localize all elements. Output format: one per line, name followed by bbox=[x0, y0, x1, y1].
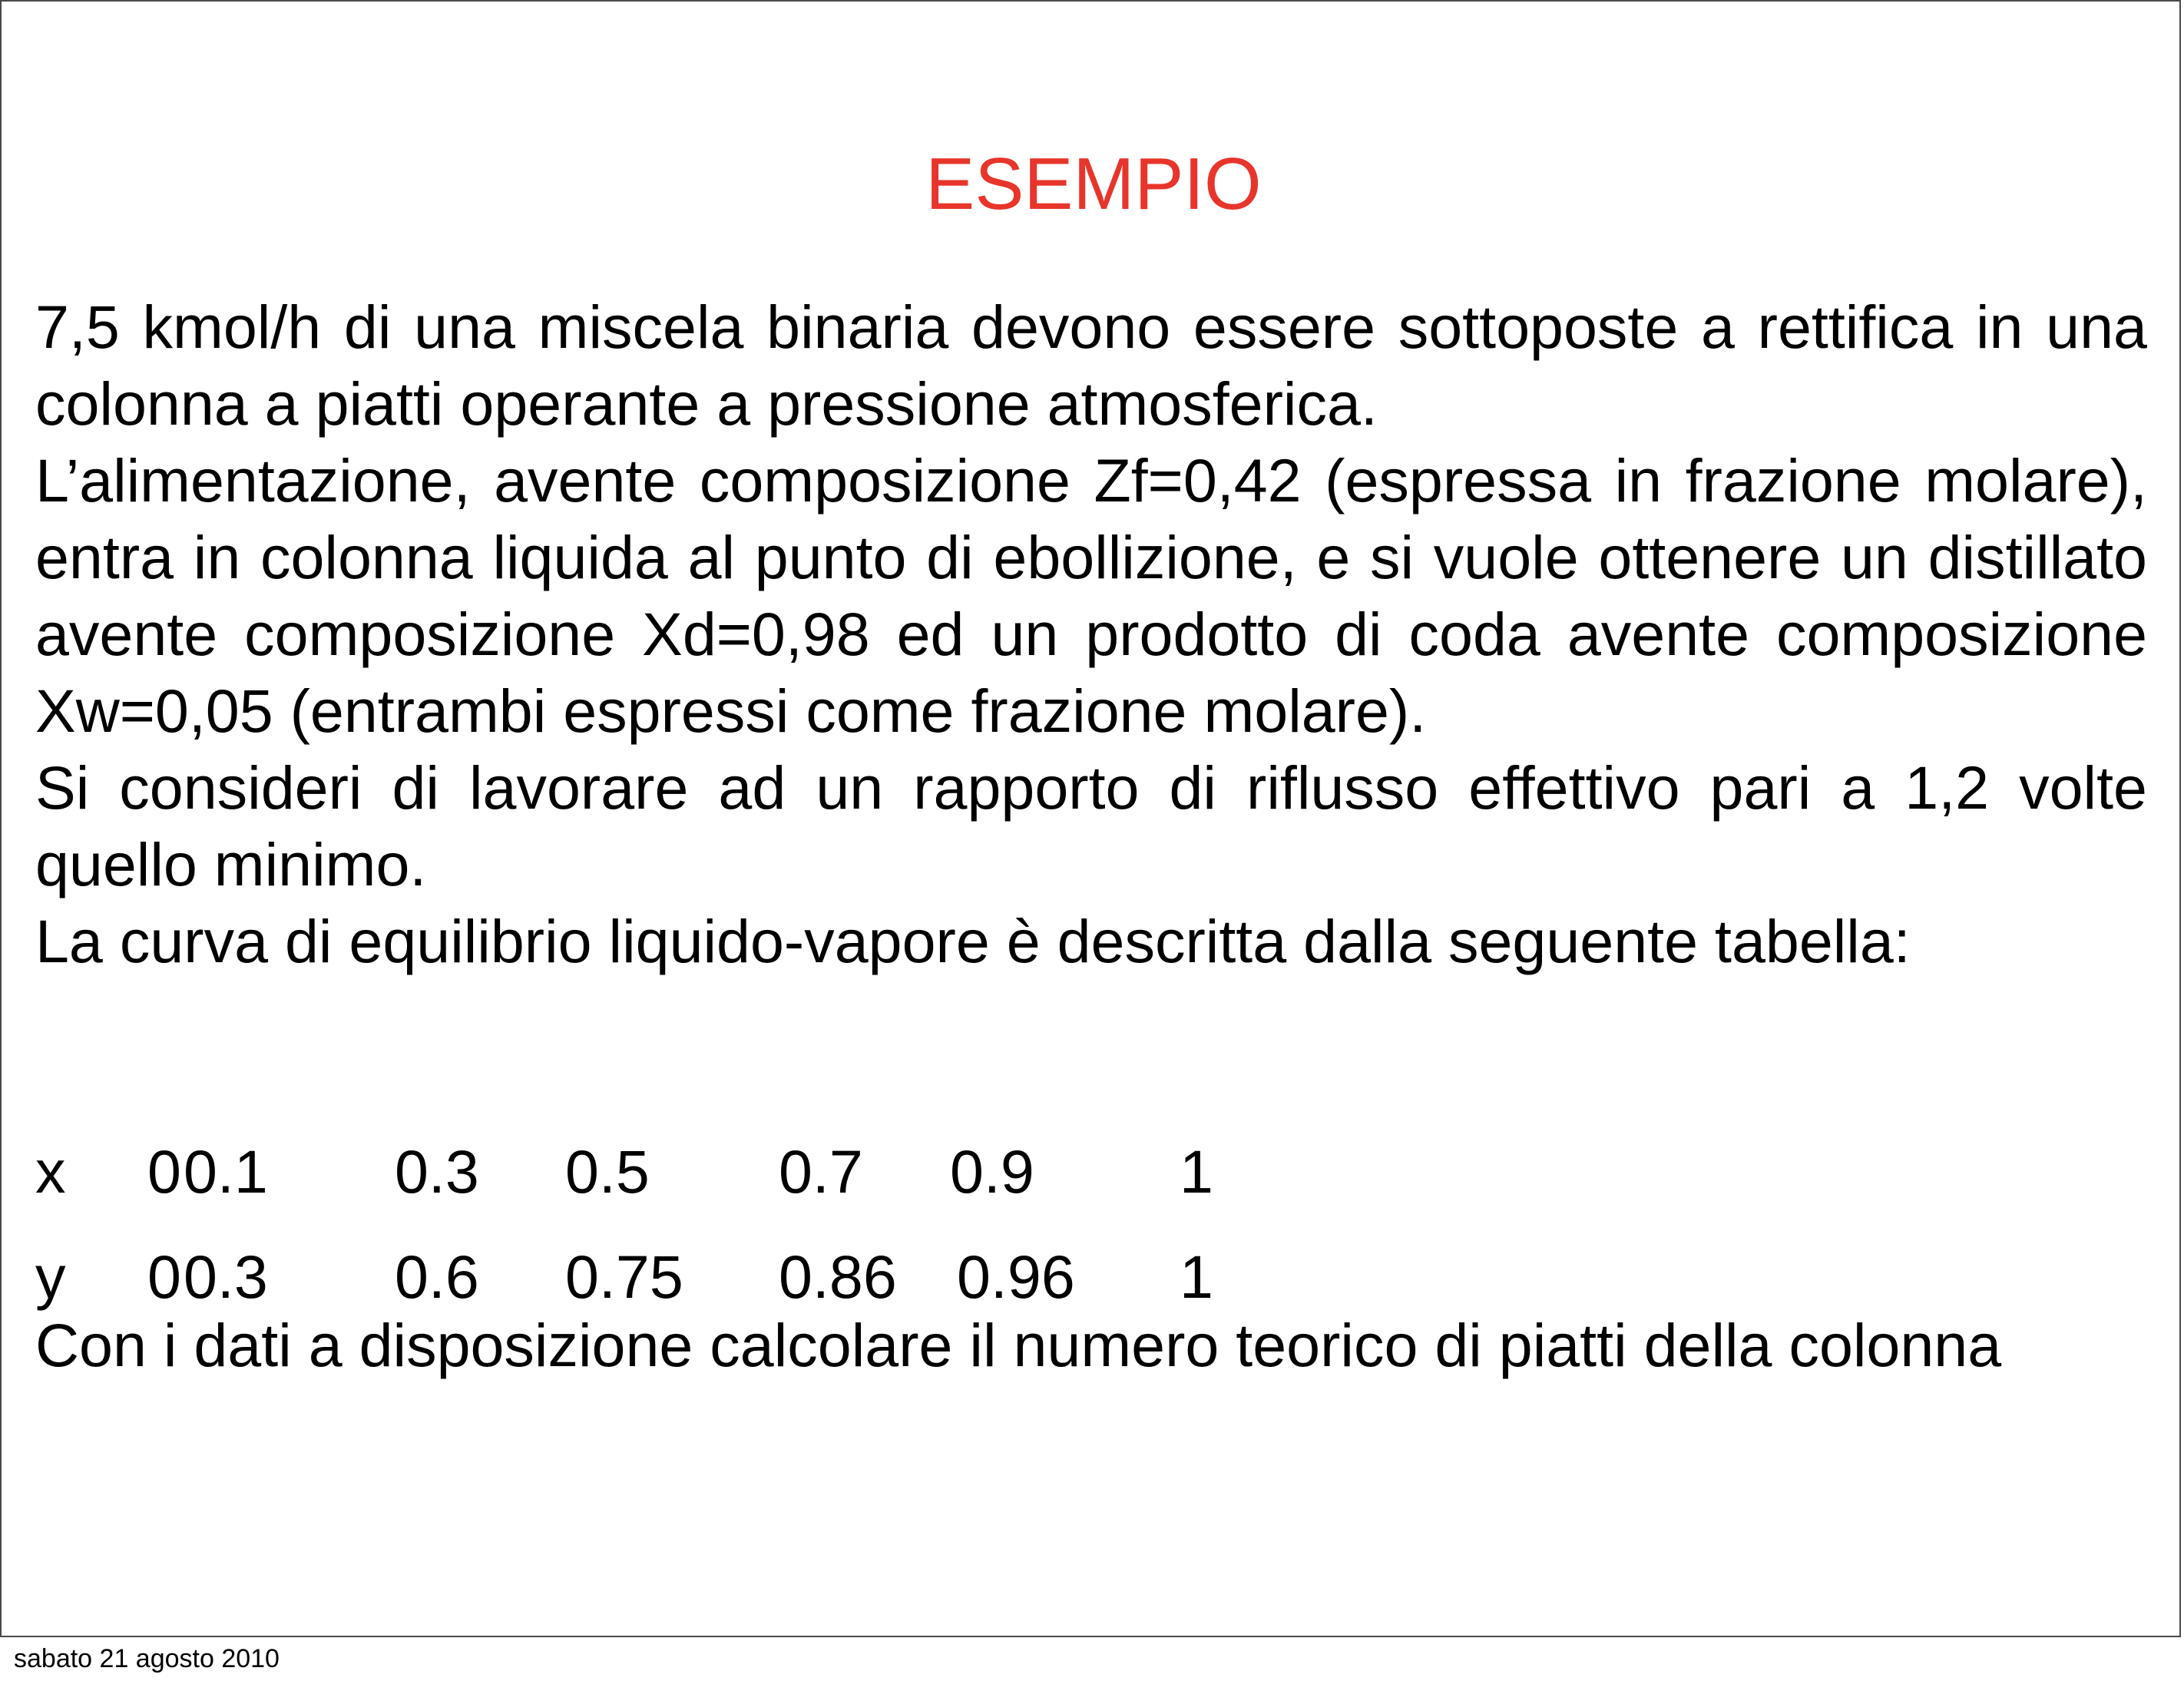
table-cell: 0.86 bbox=[779, 1243, 897, 1311]
table-cell: 0.7 bbox=[779, 1137, 863, 1206]
table-cell: 0.9 bbox=[950, 1137, 1034, 1206]
table-cell: 0 bbox=[147, 1243, 181, 1311]
table-cell: 0.3 bbox=[184, 1243, 268, 1311]
table-row-x bbox=[35, 1133, 1341, 1210]
table-cell: 1 bbox=[1180, 1243, 1213, 1311]
paragraph-equilibrium: La curva di equilibrio liquido-vapore è descritta dalla seguente tabella: bbox=[35, 907, 1911, 975]
table-cell: 0.5 bbox=[565, 1137, 650, 1206]
row-label-y: y bbox=[35, 1243, 66, 1311]
table-cell: 0.75 bbox=[565, 1243, 683, 1311]
paragraph-compositions: L’alimentazione, avente composizione Zf=0,42 (espressa in frazione molare), entra in colonna liquida al punto di ebollizione, e si vuole ottenere un distillato avente composizione Xd=0,98 ed un prodotto di coda avente composizione Xw=0,05 (entrambi espressi come frazione molare). bbox=[35, 446, 2147, 745]
table-cell: 0 bbox=[147, 1137, 181, 1206]
table-cell: 0.3 bbox=[395, 1137, 479, 1206]
footer-date: sabato 21 agosto 2010 bbox=[14, 1644, 280, 1673]
table-cell: 0.96 bbox=[957, 1243, 1075, 1311]
slide-title: ESEMPIO bbox=[925, 143, 1262, 225]
table-cell: 0.6 bbox=[395, 1243, 479, 1311]
paragraph-reflux: Si consideri di lavorare ad un rapporto di riflusso effettivo pari a 1,2 volte quello minimo. bbox=[35, 753, 2147, 898]
closing-question: Con i dati a disposizione calcolare il numero teorico di piatti della colonna bbox=[35, 1311, 2002, 1379]
table-cell: 1 bbox=[1180, 1137, 1213, 1206]
paragraph-feed: 7,5 kmol/h di una miscela binaria devono essere sottoposte a rettifica in una colonna a piatti operante a pressione atmosferica. bbox=[35, 293, 2147, 438]
table-cell: 0.1 bbox=[184, 1137, 268, 1206]
problem-statement bbox=[35, 289, 2147, 980]
row-label-x: x bbox=[35, 1137, 66, 1206]
table-row-y bbox=[35, 1239, 1341, 1315]
